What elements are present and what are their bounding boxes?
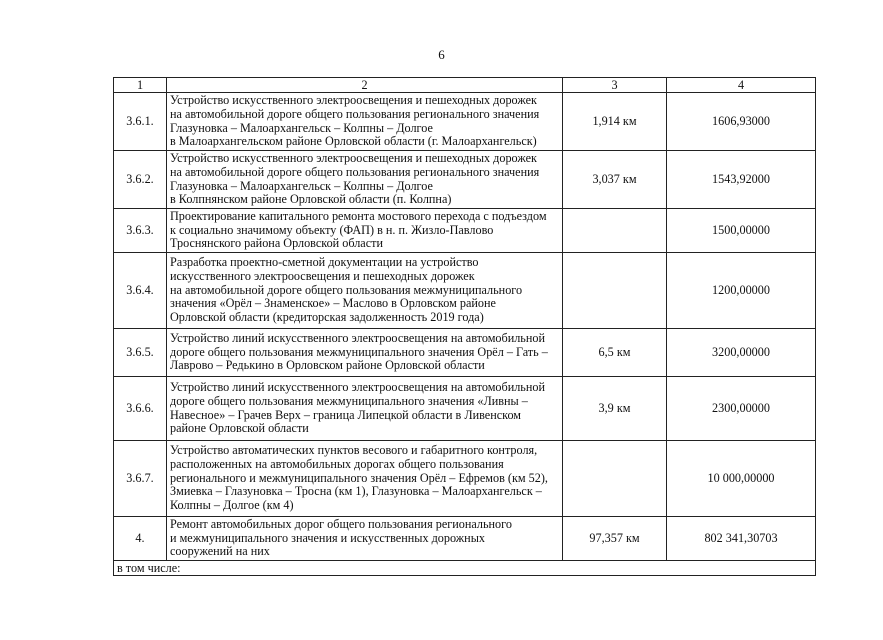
description-line: значения «Орёл – Знаменское» – Маслово в Орловском районе: [170, 296, 496, 311]
row-length: 97,357 км: [563, 517, 667, 561]
table-row: [114, 93, 816, 151]
description-line: дороге общего пользования межмуниципального значения Орёл – Гать –: [170, 344, 548, 359]
table-row: [114, 253, 816, 329]
table-row: [114, 151, 816, 209]
description-line: на автомобильной дороге общего пользования межмуниципального: [170, 282, 523, 297]
table-row: [114, 517, 816, 561]
table-row: [114, 329, 816, 377]
header-row: [114, 78, 816, 93]
row-amount: 802 341,30703: [667, 517, 816, 561]
subtotal-label: в том числе:: [114, 561, 816, 576]
row-number: 3.6.4.: [114, 253, 167, 329]
description-line: искусственного электроосвещения и пешеходных дорожек: [170, 268, 475, 283]
description-line: на автомобильной дороге общего пользования регионального значения: [170, 164, 540, 179]
description-line: дороге общего пользования межмуниципального значения «Ливны –: [170, 393, 528, 408]
row-description: [167, 151, 563, 209]
row-length: 1,914 км: [563, 93, 667, 151]
row-number: 3.6.3.: [114, 209, 167, 253]
description-line: в Колпнянском районе Орловской области (п. Колпна): [170, 192, 452, 207]
row-amount: 2300,00000: [667, 377, 816, 441]
description-line: Устройство автоматических пунктов весового и габаритного контроля,: [170, 443, 538, 458]
description-line: расположенных на автомобильных дорогах общего пользования: [170, 456, 504, 471]
header-cell-4: 4: [667, 78, 816, 93]
table-row: [114, 377, 816, 441]
description-line: Орловской области (кредиторская задолженность 2019 года): [170, 310, 484, 325]
row-amount: 1606,93000: [667, 93, 816, 151]
description-line: регионального и межмуниципального значения Орёл – Ефремов (км 52),: [170, 470, 548, 485]
description-line: Троснянского района Орловской области: [170, 236, 383, 251]
description-line: в Малоархангельском районе Орловской области (г. Малоархангельск): [170, 134, 537, 149]
subtotal-row: [114, 561, 816, 576]
row-length: 6,5 км: [563, 329, 667, 377]
row-description: [167, 93, 563, 151]
description-line: Ремонт автомобильных дорог общего пользования регионального: [170, 516, 512, 531]
row-description: [167, 441, 563, 517]
row-number: 4.: [114, 517, 167, 561]
description-line: и межмуниципального значения и искусственных дорожных: [170, 530, 485, 545]
description-line: районе Орловской области: [170, 421, 309, 436]
description-line: Устройство искусственного электроосвещения и пешеходных дорожек: [170, 93, 537, 108]
description-line: Устройство искусственного электроосвещения и пешеходных дорожек: [170, 151, 537, 166]
description-line: Разработка проектно-сметной документации на устройство: [170, 255, 479, 270]
table-row: [114, 209, 816, 253]
description-line: к социально значимому объекту (ФАП) в н. п. Жизло-Павлово: [170, 222, 494, 237]
row-length: 3,037 км: [563, 151, 667, 209]
row-length: [563, 441, 667, 517]
header-cell-3: 3: [563, 78, 667, 93]
description-line: Устройство линий искусственного электроосвещения на автомобильной: [170, 330, 545, 345]
budget-table: [113, 77, 816, 576]
description-line: Устройство линий искусственного электроосвещения на автомобильной: [170, 380, 545, 395]
row-amount: 3200,00000: [667, 329, 816, 377]
description-line: сооружений на них: [170, 544, 270, 559]
row-amount: 1200,00000: [667, 253, 816, 329]
description-line: Глазуновка – Малоархангельск – Колпны – Долгое: [170, 120, 433, 135]
description-line: Колпны – Долгое (км 4): [170, 498, 294, 513]
row-description: [167, 209, 563, 253]
row-amount: 10 000,00000: [667, 441, 816, 517]
description-line: Глазуновка – Малоархангельск – Колпны – Долгое: [170, 178, 433, 193]
row-number: 3.6.2.: [114, 151, 167, 209]
row-number: 3.6.5.: [114, 329, 167, 377]
description-line: Навесное» – Грачев Верх – граница Липецкой области в Ливенском: [170, 407, 522, 422]
row-length: [563, 253, 667, 329]
page-number: 6: [438, 47, 445, 62]
row-description: [167, 377, 563, 441]
description-line: Змиевка – Глазуновка – Тросна (км 1), Глазуновка – Малоархангельск –: [170, 484, 542, 499]
row-number: 3.6.6.: [114, 377, 167, 441]
description-line: Лаврово – Редькино в Орловском районе Орловской области: [170, 358, 485, 373]
header-cell-2: 2: [167, 78, 563, 93]
row-amount: 1500,00000: [667, 209, 816, 253]
row-amount: 1543,92000: [667, 151, 816, 209]
description-line: на автомобильной дороге общего пользования регионального значения: [170, 106, 540, 121]
row-number: 3.6.1.: [114, 93, 167, 151]
row-number: 3.6.7.: [114, 441, 167, 517]
row-length: [563, 209, 667, 253]
row-description: [167, 329, 563, 377]
header-cell-1: 1: [114, 78, 167, 93]
row-description: [167, 253, 563, 329]
table-row: [114, 441, 816, 517]
description-line: Проектирование капитального ремонта мостового перехода с подъездом: [170, 208, 547, 223]
row-length: 3,9 км: [563, 377, 667, 441]
row-description: [167, 517, 563, 561]
